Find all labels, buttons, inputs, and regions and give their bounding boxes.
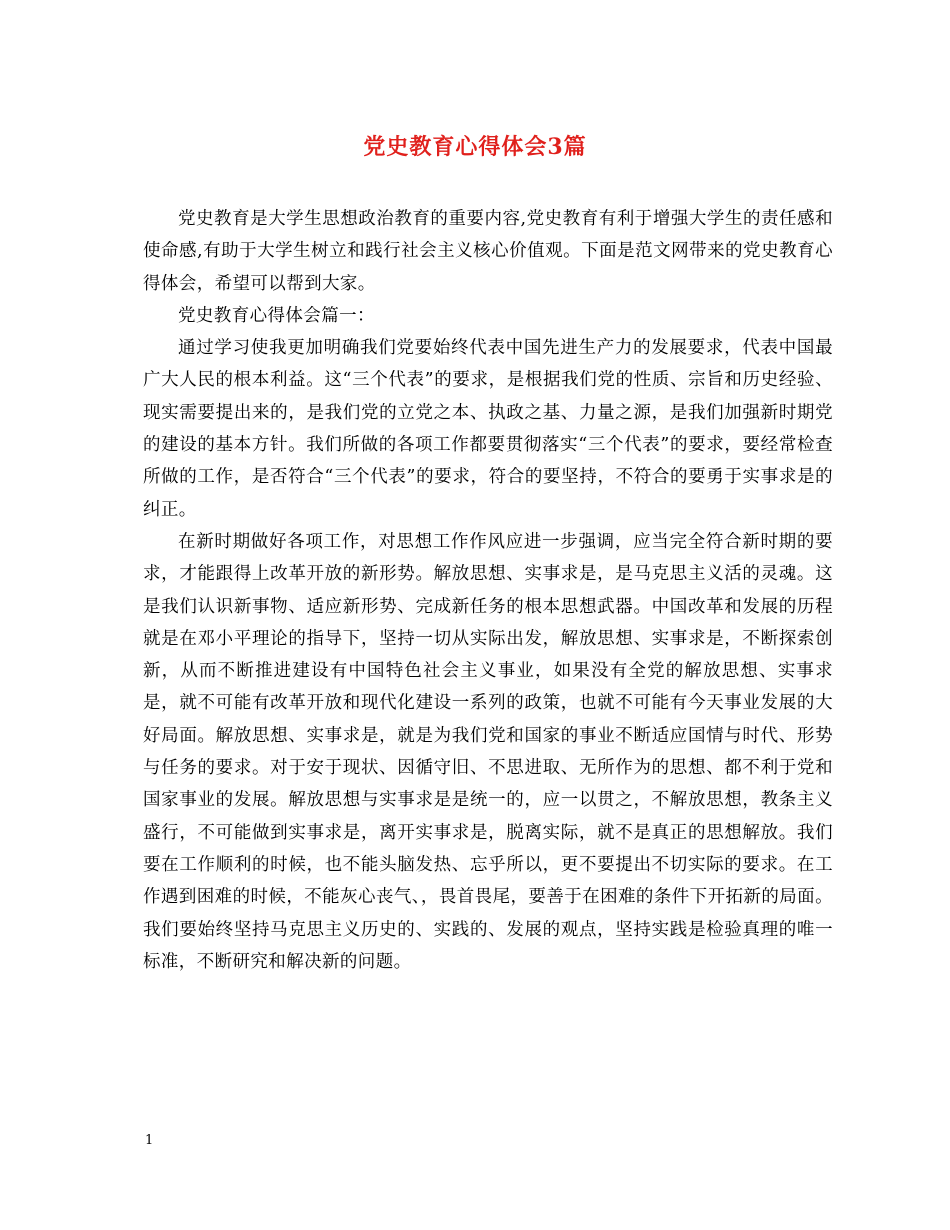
paragraph-three-represents: 通过学习使我更加明确我们党要始终代表中国先进生产力的发展要求，代表中国最广大人民的根本利益。这“三个代表”的要求，是根据我们党的性质、宗旨和历史经验、现实需要提出来的，是我们党的立党之本、执政之基、力量之源，是我们加强新时期党的建设的基本方针。我们所做的各项工作都要贯彻落实“三个代表”的要求，要经常检查所做的工作，是否符合“三个代表”的要求，符合的要坚持，不符合的要勇于实事求是的纠正。 [143,338,833,520]
paragraph-intro: 党史教育是大学生思想政治教育的重要内容,党史教育有利于增强大学生的责任感和使命感,有助于大学生树立和践行社会主义核心价值观。下面是范文网带来的党史教育心得体会，希望可以帮到大家。 [143,209,833,294]
paragraph-emancipate-mind: 在新时期做好各项工作，对思想工作作风应进一步强调，应当完全符合新时期的要求，才能跟得上改革开放的新形势。解放思想、实事求是，是马克思主义活的灵魂。这是我们认识新事物、适应新形势、完成新任务的根本思想武器。中国改革和发展的历程就是在邓小平理论的指导下，坚持一切从实际出发，解放思想、实事求是，不断探索创新，从而不断推进建设有中国特色社会主义事业，如果没有全党的解放思想、实事求是，就不可能有改革开放和现代化建设一系列的政策，也就不可能有今天事业发展的大好局面。解放思想、实事求是，就是为我们党和国家的事业不断适应国情与时代、形势与任务的要求。对于安于现状、因循守旧、不思进取、无所作为的思想、都不利于党和国家事业的发展。解放思想与实事求是是统一的，应一以贯之，不解放思想，教条主义盛行，不可能做到实事求是，离开实事求是，脱离实际，就不是真正的思想解放。我们要在工作顺利的时候，也不能头脑发热、忘乎所以，更不要提出不切实际的要求。在工作遇到困难的时候，不能灰心丧气、，畏首畏尾，要善于在困难的条件下开拓新的局面。我们要始终坚持马克思主义历史的、实践的、发展的观点，坚持实践是检验真理的唯一标准，不断研究和解决新的问题。 [143,531,833,972]
page-number: 1 [145,1133,154,1148]
document-title: 党史教育心得体会3篇 [363,134,587,160]
document-body [143,203,833,978]
paragraph-heading-part-one: 党史教育心得体会篇一： [178,305,375,326]
